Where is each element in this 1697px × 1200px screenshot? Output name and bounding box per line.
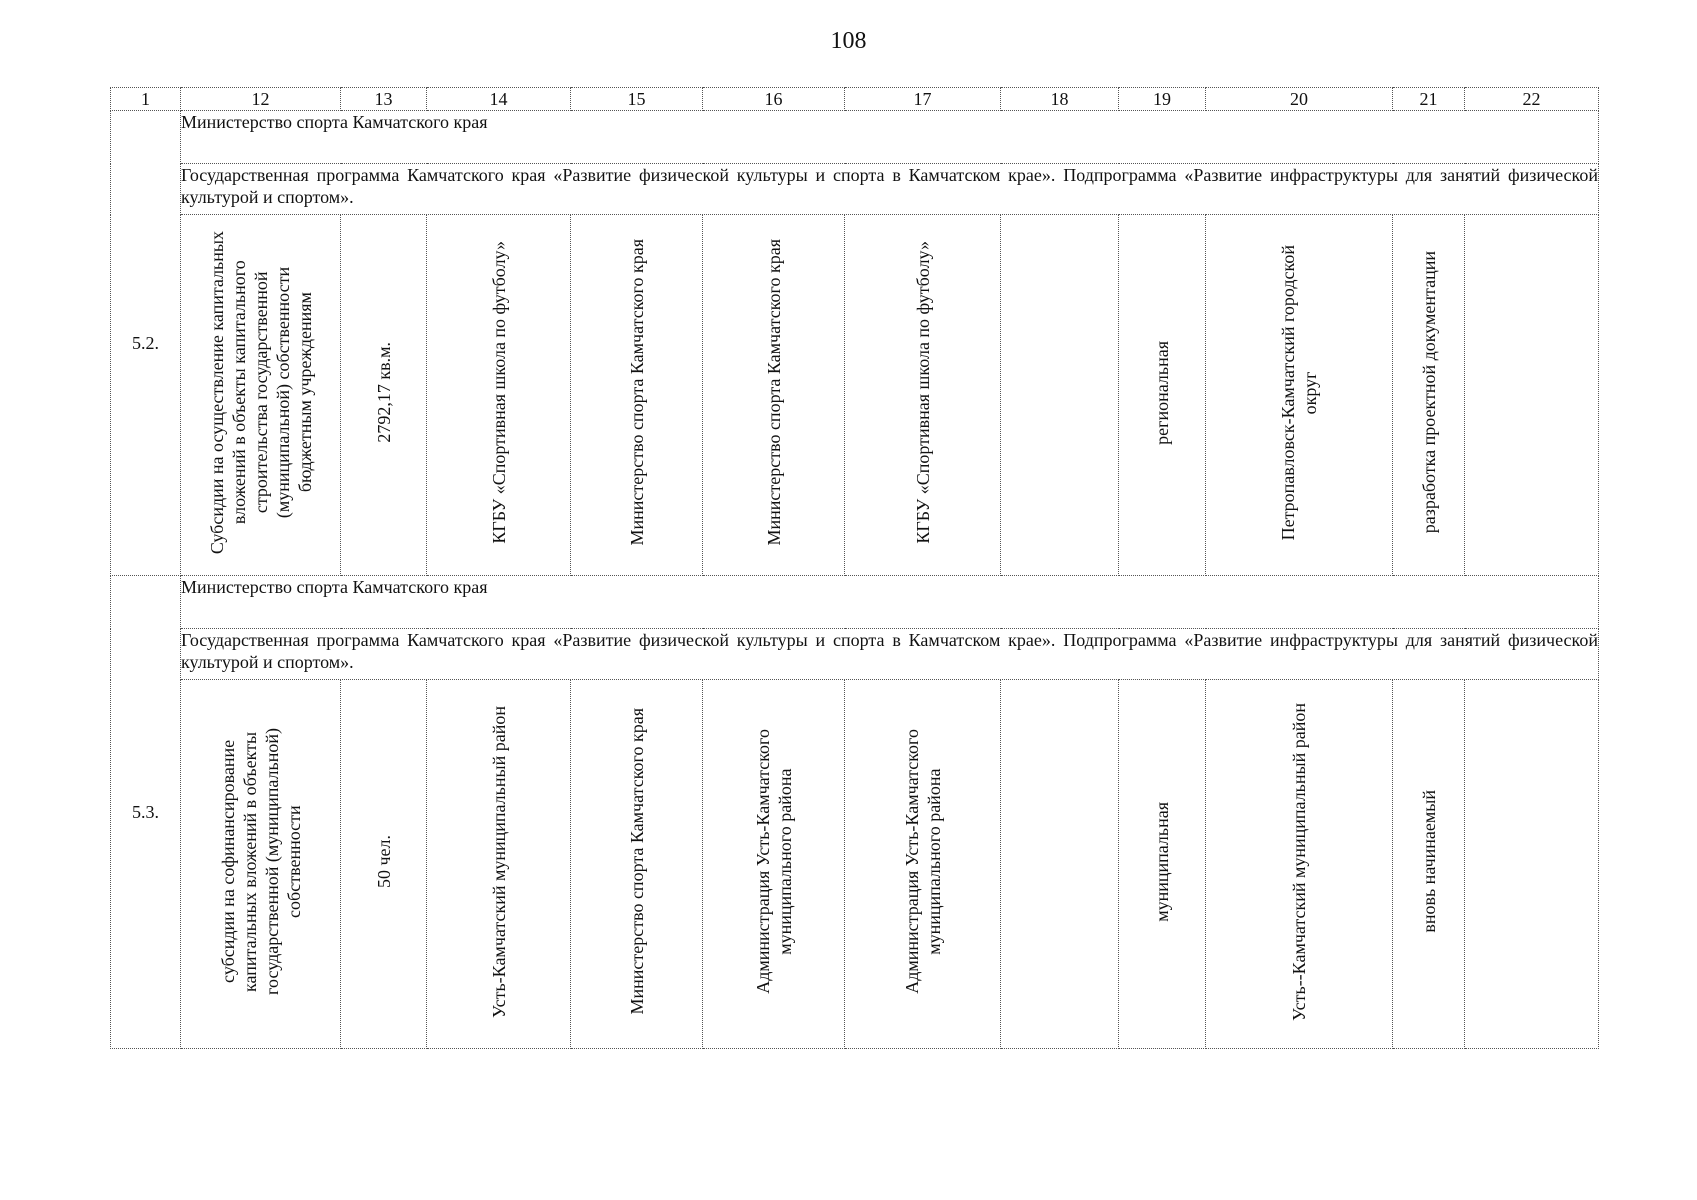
program-name: Государственная программа Камчатского края «Развитие физической культуры и спорта в Камчатском крае». Подпрограмма «Развитие инфраструктуры для занятий физической культурой и спортом». bbox=[181, 164, 1599, 215]
table-cell bbox=[571, 680, 703, 1049]
table-cell bbox=[181, 215, 341, 576]
column-number-header-row bbox=[111, 88, 1599, 111]
column-number: 21 bbox=[1393, 88, 1465, 111]
column-number: 13 bbox=[341, 88, 427, 111]
cell-text: 50 чел. bbox=[373, 834, 394, 889]
table-cell bbox=[1119, 215, 1206, 576]
cell-text: Администрация Усть-Камчатского муниципального района bbox=[901, 729, 944, 994]
cell-text: Субсидии на осуществление капитальных вложений в объекты капитального строительства государственной (муниципальной) собственности бюджетным учреждениям bbox=[206, 230, 315, 555]
table-row bbox=[111, 111, 1599, 164]
table-cell bbox=[845, 680, 1001, 1049]
program-name: Государственная программа Камчатского края «Развитие физической культуры и спорта в Камчатском крае». Подпрограмма «Развитие инфраструктуры для занятий физической культурой и спортом». bbox=[181, 629, 1599, 680]
table-cell bbox=[1001, 680, 1119, 1049]
column-number: 14 bbox=[427, 88, 571, 111]
table-row bbox=[111, 629, 1599, 680]
cell-text: Министерство спорта Камчатского края bbox=[626, 708, 647, 1015]
table-cell bbox=[341, 680, 427, 1049]
column-number: 1 bbox=[111, 88, 181, 111]
ministry-name: Министерство спорта Камчатского края bbox=[181, 111, 1599, 164]
cell-text: Усть--Камчатский муниципальный район bbox=[1289, 702, 1309, 1021]
cell-text: Министерство спорта Камчатского края bbox=[763, 239, 784, 546]
table-row bbox=[111, 576, 1599, 629]
table-cell bbox=[1119, 680, 1206, 1049]
table-cell bbox=[571, 215, 703, 576]
cell-text: КГБУ «Спортивная школа по футболу» bbox=[488, 241, 509, 544]
cell-text: разработка проектной документации bbox=[1418, 251, 1439, 534]
table-cell bbox=[1393, 215, 1465, 576]
table-cell bbox=[703, 215, 845, 576]
table-cell bbox=[1001, 215, 1119, 576]
table-cell bbox=[1465, 680, 1599, 1049]
table-cell bbox=[703, 680, 845, 1049]
cell-text: Администрация Усть-Камчатского муниципального района bbox=[752, 729, 795, 994]
column-number: 16 bbox=[703, 88, 845, 111]
column-number: 15 bbox=[571, 88, 703, 111]
column-number: 19 bbox=[1119, 88, 1206, 111]
column-number: 18 bbox=[1001, 88, 1119, 111]
table-cell bbox=[1465, 215, 1599, 576]
cell-text: Петропавловск-Камчатский городской округ bbox=[1278, 244, 1320, 541]
cell-text: Министерство спорта Камчатского края bbox=[626, 239, 647, 546]
column-number: 17 bbox=[845, 88, 1001, 111]
cell-text: муниципальная bbox=[1152, 801, 1172, 922]
cell-text: Усть-Камчатский муниципальный район bbox=[488, 705, 509, 1018]
cell-text: субсидии на софинансирование капитальных вложений в объекты государственной (муниципальной) собственности bbox=[217, 728, 304, 995]
cell-text: вновь начинаемый bbox=[1418, 790, 1439, 933]
table-cell bbox=[845, 215, 1001, 576]
table-cell bbox=[1393, 680, 1465, 1049]
cell-text: 2792,17 кв.м. bbox=[373, 342, 394, 443]
table-cell bbox=[181, 680, 341, 1049]
row-number: 5.3. bbox=[111, 576, 181, 1049]
column-number: 20 bbox=[1206, 88, 1393, 111]
column-number: 22 bbox=[1465, 88, 1599, 111]
table-cell bbox=[1206, 680, 1393, 1049]
table-row bbox=[111, 164, 1599, 215]
row-number: 5.2. bbox=[111, 111, 181, 576]
table-cell bbox=[427, 680, 571, 1049]
table-cell bbox=[427, 215, 571, 576]
cell-text: КГБУ «Спортивная школа по футболу» bbox=[912, 241, 933, 544]
cell-text: региональная bbox=[1152, 340, 1172, 445]
column-number: 12 bbox=[181, 88, 341, 111]
table-row bbox=[111, 215, 1599, 576]
ministry-name: Министерство спорта Камчатского края bbox=[181, 576, 1599, 629]
document-table bbox=[110, 87, 1599, 1049]
table-row bbox=[111, 680, 1599, 1049]
page-number: 108 bbox=[830, 28, 867, 54]
table-cell bbox=[1206, 215, 1393, 576]
table-cell bbox=[341, 215, 427, 576]
